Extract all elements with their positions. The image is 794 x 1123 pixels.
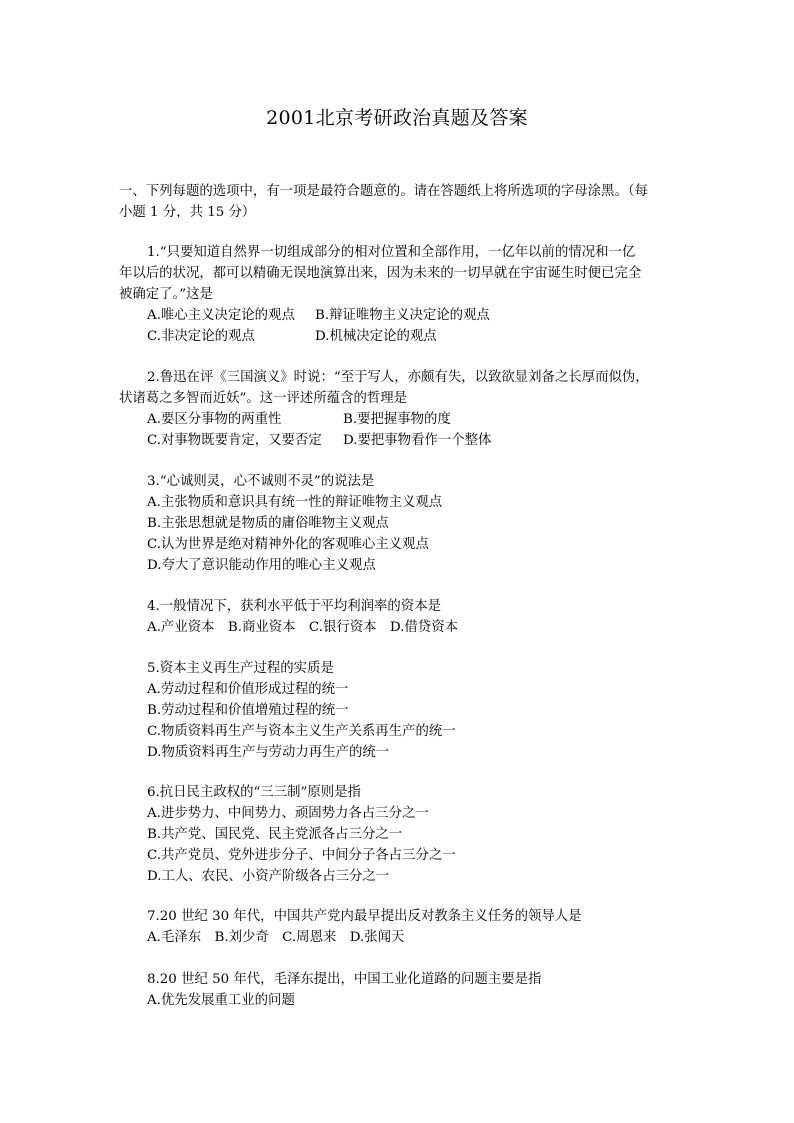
question-stem: 7.20 世纪 30 年代，中国共产党内最早提出反对教条主义任务的领导人是 [147,909,582,924]
option-row [119,409,679,430]
option-c: C.物质资料再生产与资本主义生产关系再生产的统一 [147,724,456,739]
option-c: C.非决定论的观点 [147,329,255,344]
question-stem: 被确定了。”这是 [119,287,213,302]
question-3 [119,471,679,576]
option-b: B.劳动过程和价值增殖过程的统一 [147,703,349,718]
section-heading [119,181,679,223]
option-d: D.机械决定论的观点 [315,329,437,344]
option-row: A.毛泽东 B.刘少奇 C.周恩来 D.张闻天 [147,930,405,945]
question-stem: 5.资本主义再生产过程的实质是 [147,661,334,676]
option-row [119,326,679,347]
option-a: A.优先发展重工业的问题 [147,993,295,1008]
option-c: C.对事物既要肯定，又要否定 [147,433,322,448]
question-4 [119,596,679,638]
option-d: D.物质资料再生产与劳动力再生产的统一 [147,745,390,760]
question-stem: 1.“只要知道自然界一切组成部分的相对位置和全部作用，一亿年以前的情况和一亿 [147,245,636,260]
question-stem: 年以后的状况，都可以精确无误地演算出来，因为未来的一切早就在宇宙诞生时便已完全 [119,266,642,281]
option-a: A.劳动过程和价值形成过程的统一 [147,682,349,697]
option-b: B.共产党、国民党、民主党派各占三分之一 [147,827,403,842]
section-heading-line: 一、下列每题的选项中，有一项是最符合题意的。请在答题纸上将所选项的字母涂黑。（每 [119,184,648,199]
option-row: A.产业资本 B.商业资本 C.银行资本 D.借贷资本 [147,620,458,635]
page-title: 2001北京考研政治真题及答案 [266,107,528,129]
question-5 [119,658,679,763]
question-6 [119,782,679,887]
question-stem: 8.20 世纪 50 年代，毛泽东提出，中国工业化道路的问题主要是指 [147,972,542,987]
option-a: A.唯心主义决定论的观点 [147,308,295,323]
question-stem: 状诸葛之多智而近妖”。这一评述所蕴含的哲理是 [119,391,408,406]
option-row [119,305,679,326]
question-stem: 3.“心诚则灵，心不诚则不灵”的说法是 [147,474,375,489]
option-b: B.主张思想就是物质的庸俗唯物主义观点 [147,516,389,531]
option-row [119,430,679,451]
question-7 [119,906,679,948]
question-stem: 4.一般情况下，获利水平低于平均利润率的资本是 [147,599,441,614]
question-2 [119,367,679,451]
option-a: A.进步势力、中间势力、顽固势力各占三分之一 [147,806,429,821]
question-8 [119,969,679,1011]
option-d: D.要把事物看作一个整体 [343,433,492,448]
question-stem: 6.抗日民主政权的“三三制”原则是指 [147,785,361,800]
option-d: D.工人、农民、小资产阶级各占三分之一 [147,869,390,884]
section-heading-line: 小题 1 分，共 15 分） [119,205,256,220]
question-stem: 2.鲁迅在评《三国演义》时说：“至于写人，亦颇有失，以致欲显刘备之长厚而似伪， [147,370,649,385]
option-b: B.辩证唯物主义决定论的观点 [315,308,490,323]
option-c: C.共产党员、党外进步分子、中间分子各占三分之一 [147,848,456,863]
option-d: D.夸大了意识能动作用的唯心主义观点 [147,558,376,573]
option-b: B.要把握事物的度 [343,412,451,427]
option-c: C.认为世界是绝对精神外化的客观唯心主义观点 [147,537,429,552]
question-1 [119,242,679,347]
option-a: A.主张物质和意识具有统一性的辩证唯物主义观点 [147,495,443,510]
option-a: A.要区分事物的两重性 [147,412,282,427]
